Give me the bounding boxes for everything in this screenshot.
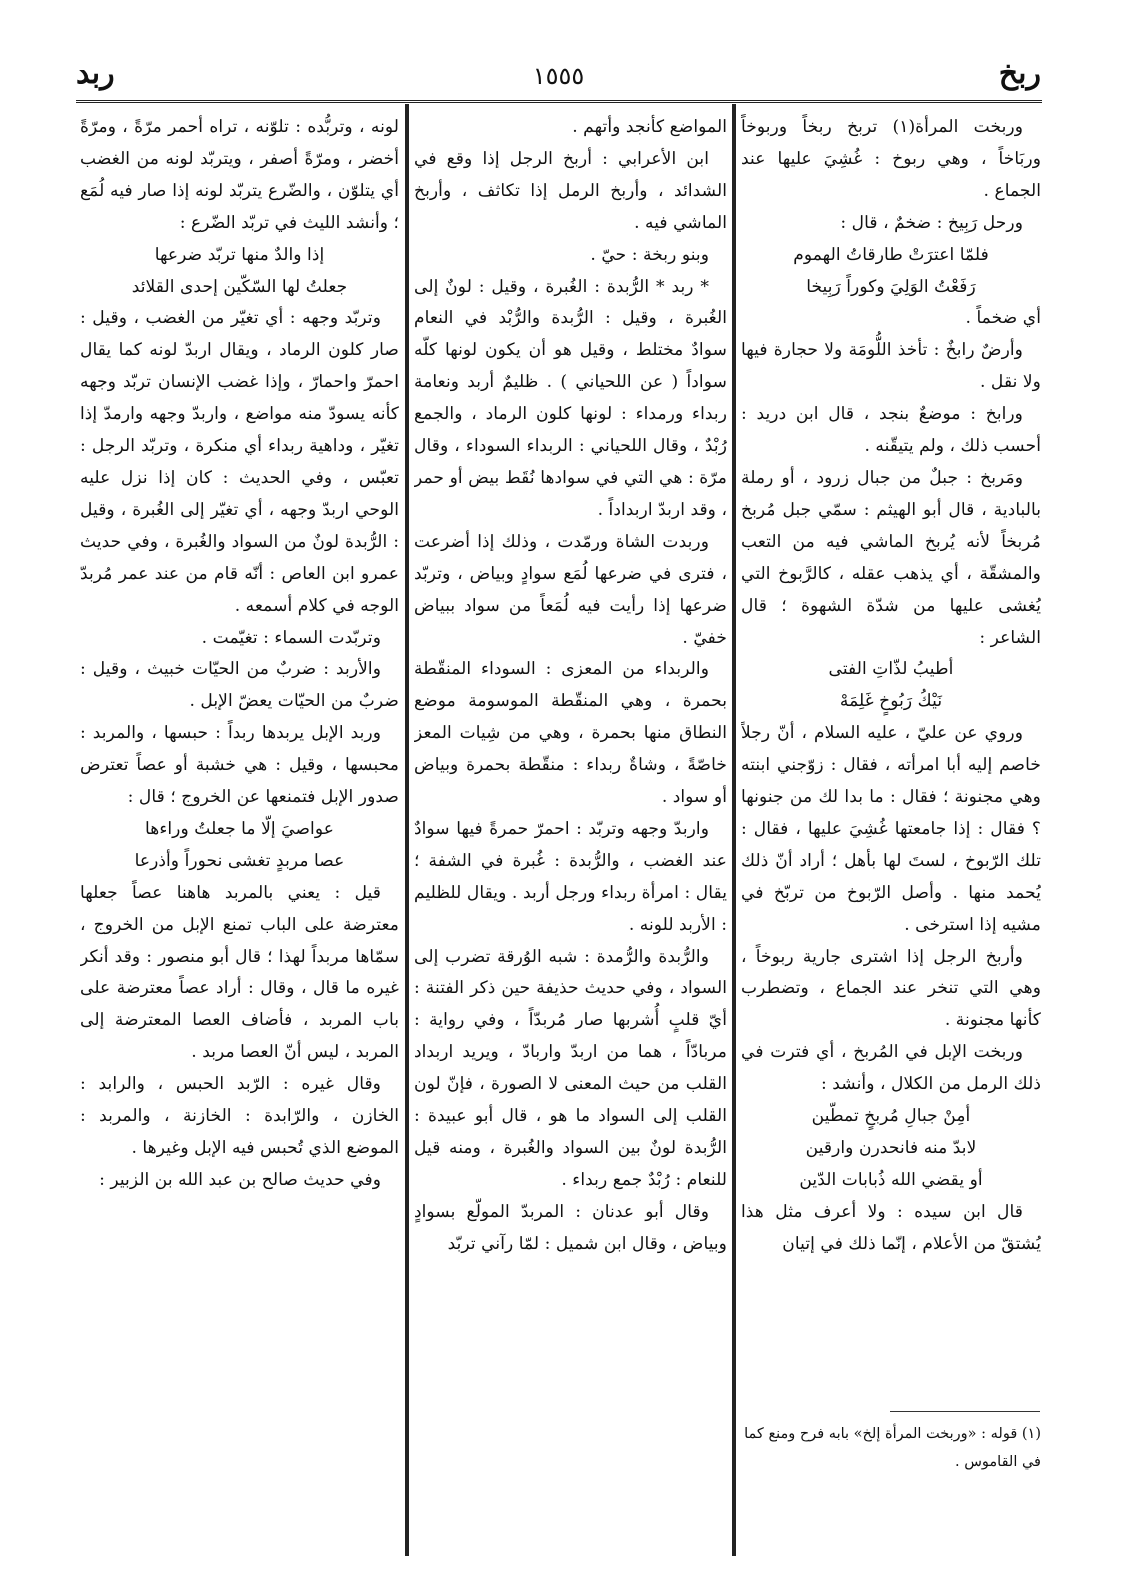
- paragraph: قال ابن سيده : ولا أعرف مثل هذا يُشتقّ من الأعلام ، إنّما ذلك في إتيان: [741, 1201, 1041, 1254]
- paragraph: وربد الإبل يربدها ربداً : حبسها ، والمربد : محبسها ، وقيل : هي خشبة أو عصاً تعترض صدور الإبل فتمنعها عن الخروج ؛ قال :: [80, 723, 399, 808]
- paragraph: وأرضٌ رابخٌ : تأخذ اللُّومَة ولا حجارة فيها ولا نقل .: [741, 340, 1041, 393]
- verse-line: فلمّا اعترَتْ طارقاتُ الهموم: [793, 244, 989, 265]
- verse-line: إذا والدٌ منها تربّد ضرعها: [154, 244, 325, 265]
- paragraph: ومَربخ : جبلٌ من جبال زرود ، أو رملة بالبادية ، قال أبو الهيثم : سمّي جبل مُربخ مُربخاً لأنه يُربخ الماشي فيه من التعب والمشقّة ، أي يذهب عقله ، كالرَّبوخ التي يُغشى عليها من شدّة الشهوة ؛ قال الشاعر :: [741, 467, 1041, 648]
- paragraph: لونه ، وتربُّده : تلوّنه ، تراه أحمر مرّةً ، ومرّةً أخضر ، ومرّةً أصفر ، ويتربّد لونه من الغضب أي يتلوّن ، والضّرع يتربّد لونه إذا صار فيه لُمَع ؛ وأنشد الليث في تربّد الضّرع :: [80, 117, 399, 233]
- paragraph: وقال أبو عدنان : المربدّ المولّع بسوادٍ وبياض ، وقال ابن شميل : لمّا رآني تربّد: [414, 1201, 727, 1254]
- verse-line: أو يقضي الله ذُبابات الدّين: [799, 1169, 983, 1190]
- paragraph: وأربخ الرجل إذا اشترى جارية ربوخاً ، وهي التي تنخر عند الجماع ، وتضطرب كأنها مجنونة .: [741, 946, 1041, 1031]
- column-divider-right: [732, 104, 736, 1556]
- paragraph: والأربد : ضربٌ من الحيّات خبيث ، وقيل : ضربٌ من الحيّات يعضّ الإبل .: [80, 659, 399, 712]
- verse-line: عصا مربدٍ تغشى نحوراً وأذرعا: [134, 850, 345, 871]
- paragraph: وروي عن عليّ ، عليه السلام ، أنّ رجلاً خاصم إليه أبا امرأته ، فقال : زوّجني ابنته وهي مجنونة ؛ فقال : ما بدا لك من جنونها ؟ فقال : إذا جامعتها غُشِيَ عليها ، فقال : تلك الرّبوخ ، لستَ لها بأهل ؛ أراد أنّ ذلك يُحمد منها . وأصل الرّبوخ من تربّخ في مشيه إذا استرخى .: [741, 723, 1041, 935]
- footnote-separator: [890, 1411, 1040, 1412]
- paragraph: ابن الأعرابي : أربخ الرجل إذا وقع في الشدائد ، وأربخ الرمل إذا تكاثف ، وأربخ الماشي فيه .: [414, 148, 727, 233]
- text-column-right: [741, 112, 1041, 1552]
- text-column-left: [80, 112, 399, 1552]
- paragraph: وبنو ربخة : حيّ .: [590, 244, 709, 265]
- paragraph: ورحل رَبِيخ : ضخمٌ ، قال :: [840, 212, 1023, 233]
- paragraph: المواضع كأنجد وأتهم .: [572, 117, 727, 137]
- paragraph: وتربّدت السماء : تغيّمت .: [201, 627, 381, 648]
- verse-line: نَيْكُ رَبُوخٍ غَلِمَهْ: [839, 691, 943, 712]
- footnote: (١) قوله : «وربخت المرأة إلخ» بابه فرح ومنع كما في القاموس .: [744, 1426, 1041, 1470]
- paragraph: وقال غيره : الرّبد الحبس ، والرابد : الخازن ، والرّابدة : الخازنة ، والمربد : الموضع الذي تُحبس فيه الإبل وغيرها .: [80, 1074, 399, 1158]
- verse-line: أمِنْ جبالِ مُربخٍ تمطّين: [811, 1106, 971, 1127]
- paragraph: وفي حديث صالح بن عبد الله بن الزبير :: [99, 1169, 381, 1190]
- verse-line: جعلتُ لها السّكّين إحدى القلائد: [131, 276, 348, 297]
- paragraph: قيل : يعني بالمربد هاهنا عصاً جعلها معترضة على الباب تمنع الإبل من الخروج ، سمّاها مربداً لهذا ؛ قال أبو منصور : وقد أنكر غيره ما قال ، وقال : أراد عصاً معترضة على باب المربد ، فأضاف العصا المعترضة إلى المربد ، ليس أنّ العصا مربد .: [80, 882, 399, 1063]
- paragraph: ورابخ : موضعٌ بنجد ، قال ابن دريد : أحسب ذلك ، ولم يتيقّنه .: [741, 404, 1041, 457]
- paragraph: واربدّ وجهه وتربّد : احمرّ حمرةً فيها سوادٌ عند الغضب ، والرُّبدة : غُبرة في الشفة ؛ يقال : امرأة ربداء ورجل أربد . ويقال للظليم : الأربد للونه .: [414, 818, 727, 935]
- paragraph: وربخت المرأة(١) تربخ ربخاً وربوخاً وربَاخاً ، وهي ربوخ : غُشِيَ عليها عند الجماع .: [741, 117, 1041, 201]
- verse-line: لابدّ منه فانحدرن وارقين: [805, 1138, 977, 1158]
- verse-line: أطيبُ لذّاتِ الفتى: [828, 659, 954, 680]
- page-header: [76, 56, 1041, 98]
- paragraph: وربدت الشاة ورمّدت ، وذلك إذا أضرعت ، فترى في ضرعها لُمَع سوادٍ وبياض ، وتربّد ضرعها إذا رأيت فيه لُمَعاً من سواد ببياض خفيّ .: [414, 531, 727, 648]
- entry-paragraph: * ربد * الرُّبدة : الغُبرة ، وقيل : لونٌ إلى الغُبرة ، وقيل : الرُّبدة والرُّبْد في النعام سوادٌ مختلط ، وقيل هو أن يكون لونها كلّه سواداً ( عن اللحياني ) . ظليمٌ أربد ونعامة ربداء ورمداء : لونها كلون الرماد ، والجمع رُبْدٌ ، وقال اللحياني : الربداء السوداء ، وقال مرّة : هي التي في سوادها نُقَط بيض أو حمر ، وقد اربدّ اربداداً .: [414, 276, 727, 520]
- verse-line: عواصيَ إلّا ما جعلتُ وراءها: [145, 818, 334, 839]
- running-head-right: ربخ: [998, 56, 1041, 91]
- column-divider-left: [405, 104, 409, 1556]
- paragraph: أي ضخماً .: [965, 308, 1041, 329]
- text-column-middle: [414, 112, 727, 1552]
- paragraph: والرُّبدة والرُّمدة : شبه الوُرقة تضرب إلى السواد ، وفي حديث حذيفة حين ذكر الفتنة : أيّ قلبٍ أُشربها صار مُربدّاً ، وفي رواية : مربادّاً ، هما من اربدّ واربادّ ، ويريد اربداد القلب من حيث المعنى لا الصورة ، فإنّ لون القلب إلى السواد ما هو ، قال أبو عبيدة : الرُّبدة لونٌ بين السواد والغُبرة ، ومنه قيل للنعام : رُبْدٌ جمع ربداء .: [414, 946, 727, 1190]
- paragraph: وربخت الإبل في المُربخ ، أي فترت في ذلك الرمل من الكلال ، وأنشد :: [741, 1042, 1041, 1095]
- running-head-left: ربد: [76, 56, 115, 91]
- paragraph: والربداء من المعزى : السوداء المنقّطة بحمرة ، وهي المنقّطة الموسومة موضع النطاق منها بحمرة ، وهي من شِيات المعز خاصّةً ، وشاةٌ ربداء : منقّطة بحمرة وبياض أو سواد .: [414, 659, 727, 808]
- paragraph: وتربّد وجهه : أي تغيّر من الغضب ، وقيل : صار كلون الرماد ، ويقال اربدّ لونه كما يقال احمرّ واحمارّ ، وإذا غضب الإنسان تربّد وجهه كأنه يسودّ منه مواضع ، واربدّ وجهه وارمدّ إذا تغيّر ، وداهية ربداء أي منكرة ، وتربّد الرجل : تعبّس ، وفي الحديث : كان إذا نزل عليه الوحي اربدّ وجهه ، أي تغيّر إلى الغُبرة ، وقيل : الرُّبدة لونٌ من السواد والغُبرة ، وفي حديث عمرو ابن العاص : أنّه قام من عند عمر مُربدّ الوجه في كلام أسمعه .: [80, 308, 399, 616]
- verse-line: رَفَعْتُ الوَلِيَ وكوراً رَبِيخا: [806, 276, 976, 297]
- header-rule: [76, 100, 1042, 103]
- page-number: ١٥٥٥: [532, 62, 585, 90]
